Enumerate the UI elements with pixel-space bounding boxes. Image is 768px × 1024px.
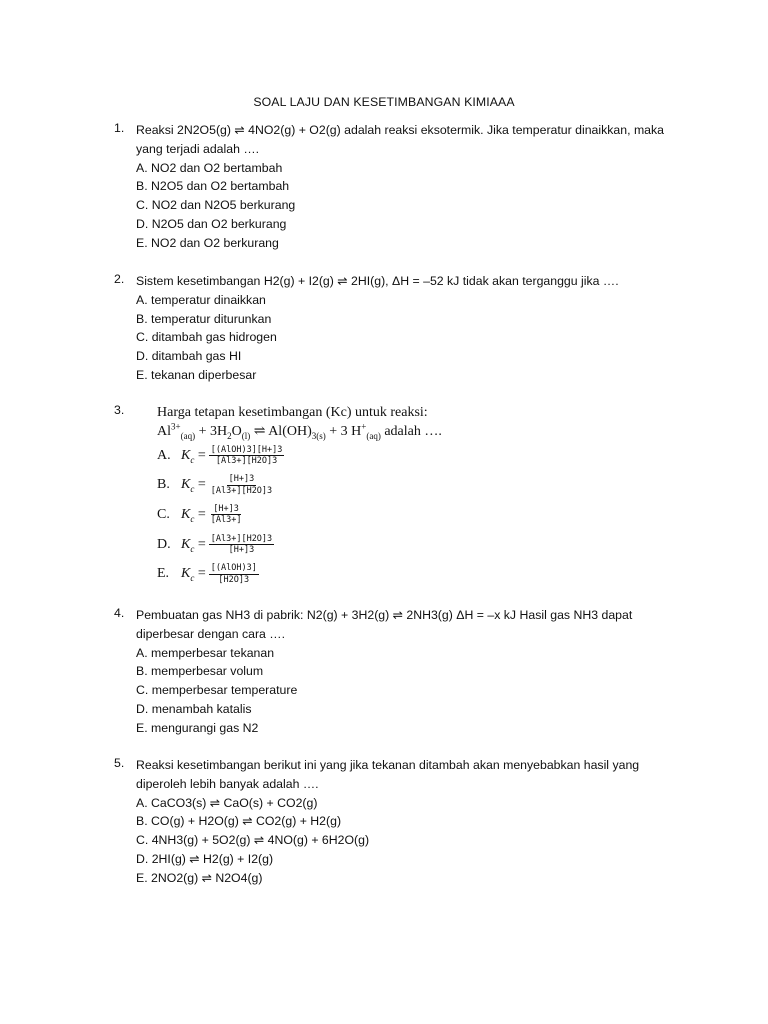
answer-option-c: C. 4NH3(g) + 5O2(g) ⇌ 4NO(g) + 6H2O(g) xyxy=(136,833,370,848)
option-letter: A. xyxy=(157,447,171,463)
fraction-numerator: [H+]3 xyxy=(228,474,255,485)
question-text: Pembuatan gas NH3 di pabrik: N2(g) + 3H2(g) ⇌ 2NH3(g) ΔH = –x kJ Hasil gas NH3 dapat xyxy=(136,608,633,622)
answer-option-b: B. temperatur diturunkan xyxy=(136,311,272,326)
question-text: Reaksi kesetimbangan berikut ini yang jika tekanan ditambah akan menyebabkan hasil yang xyxy=(136,758,640,772)
kc-fraction xyxy=(209,474,274,496)
kc-fraction xyxy=(209,504,244,526)
question-text: Harga tetapan kesetimbangan (Kc) untuk reaksi: xyxy=(157,405,428,420)
fraction-numerator: [(AlOH)3] xyxy=(210,563,257,574)
answer-option-e: E. mengurangi gas N2 xyxy=(136,720,259,735)
fraction-denominator: [Al3+] xyxy=(210,515,242,526)
answer-option-d: D. 2HI(g) ⇌ H2(g) + I2(g) xyxy=(136,851,274,866)
question-5 xyxy=(114,756,674,888)
kc-fraction xyxy=(209,445,285,467)
answer-option-a: A. $K_c$ = $\frac{\text{[(AlOH)3][H+]3}}{[Al3+][H2O]3}$ xyxy=(157,444,283,467)
answer-option-c: C. memperbesar temperature xyxy=(136,683,298,698)
kc-fraction xyxy=(209,534,274,556)
answer-option-b: B. memperbesar volum xyxy=(136,664,264,679)
option-letter: B. xyxy=(157,477,170,493)
answer-option-a: A. memperbesar tekanan xyxy=(136,645,275,660)
option-letter: D. xyxy=(157,536,171,552)
kc-symbol: $K_c$ xyxy=(181,536,195,554)
answer-option-a: A. CaCO3(s) ⇌ CaO(s) + CO2(g) xyxy=(136,795,318,810)
question-number: 1. xyxy=(114,121,125,135)
answer-option-e: E. NO2 dan O2 berkurang xyxy=(136,235,279,250)
kc-symbol: $K_c$ xyxy=(181,447,195,465)
answer-option-e: E. 2NO2(g) ⇌ N2O4(g) xyxy=(136,870,263,885)
answer-options xyxy=(157,441,674,589)
fraction-denominator: [H2O]3 xyxy=(218,574,250,585)
question-text: Sistem kesetimbangan H2(g) + I2(g) ⇌ 2HI(g), ΔH = –52 kJ tidak akan terganggu jika …. xyxy=(136,274,619,288)
fraction-denominator: [Al3+][H2O]3 xyxy=(210,485,273,496)
answer-option-e: E. $K_c$ = $\frac{\text{[(AlOH)3]}}{[H2O]3}$ xyxy=(157,563,257,585)
question-2 xyxy=(114,272,674,385)
answer-option-c: C. NO2 dan N2O5 berkurang xyxy=(136,198,296,213)
question-number: 3. xyxy=(114,403,125,417)
answer-option-e: E. tekanan diperbesar xyxy=(136,367,257,382)
question-text: yang terjadi adalah …. xyxy=(136,141,260,156)
fraction-numerator: [(AlOH)3][H+]3 xyxy=(210,444,283,455)
question-text: diperbesar dengan cara …. xyxy=(136,626,286,641)
question-1 xyxy=(114,121,674,253)
answer-option-b: B. N2O5 dan O2 bertambah xyxy=(136,179,290,194)
option-letter: E. xyxy=(157,566,170,582)
answer-option-c: C. $K_c$ = $\frac{[H+]3}{[Al3+]}$ xyxy=(157,503,242,526)
page-title: SOAL LAJU DAN KESETIMBANGAN KIMIAAA xyxy=(253,95,515,109)
fraction-denominator: [Al3+][H2O]3 xyxy=(215,456,278,467)
question-text: diperoleh lebih banyak adalah …. xyxy=(136,776,319,791)
answer-option-d: D. menambah katalis xyxy=(136,701,252,716)
question-number: 5. xyxy=(114,756,125,770)
answer-option-b: B. CO(g) + H2O(g) ⇌ CO2(g) + H2(g) xyxy=(136,814,342,829)
fraction-denominator: [H+]3 xyxy=(228,545,255,556)
answer-option-c: C. ditambah gas hidrogen xyxy=(136,330,277,345)
fraction-numerator: [H+]3 xyxy=(213,503,239,514)
question-4 xyxy=(114,606,674,738)
option-letter: C. xyxy=(157,506,170,522)
question-number: 2. xyxy=(114,272,125,286)
question-text: Reaksi 2N2O5(g) ⇌ 4NO2(g) + O2(g) adalah reaksi eksotermik. Jika temperatur dinaikkan, maka xyxy=(136,123,665,137)
answer-option-a: A. NO2 dan O2 bertambah xyxy=(136,160,283,175)
kc-symbol: $K_c$ xyxy=(181,566,195,583)
kc-fraction xyxy=(209,563,259,585)
answer-option-d: D. $K_c$ = $\frac{[Al3+][H2O]3}{[H+]3}$ xyxy=(157,533,273,556)
kc-symbol: $K_c$ xyxy=(181,506,195,524)
question-number: 4. xyxy=(114,606,125,620)
answer-option-a: A. temperatur dinaikkan xyxy=(136,292,266,307)
kc-symbol: $K_c$ xyxy=(181,477,195,495)
answer-option-d: D. ditambah gas HI xyxy=(136,349,242,364)
fraction-numerator: [Al3+][H2O]3 xyxy=(210,533,273,544)
answer-option-d: D. N2O5 dan O2 berkurang xyxy=(136,216,287,231)
question-3 xyxy=(114,403,674,589)
reaction-equation: $Al^{3+}_{(aq)} + 3H_2O_{(l)}$ ⇌ $Al(OH)_{3(s)} + 3$ $H^+_{(aq)}$ adalah …. xyxy=(157,421,442,441)
answer-option-b: B. $K_c$ = $\frac{[H+]3}{[Al3+][H2O]3}$ xyxy=(157,474,273,496)
